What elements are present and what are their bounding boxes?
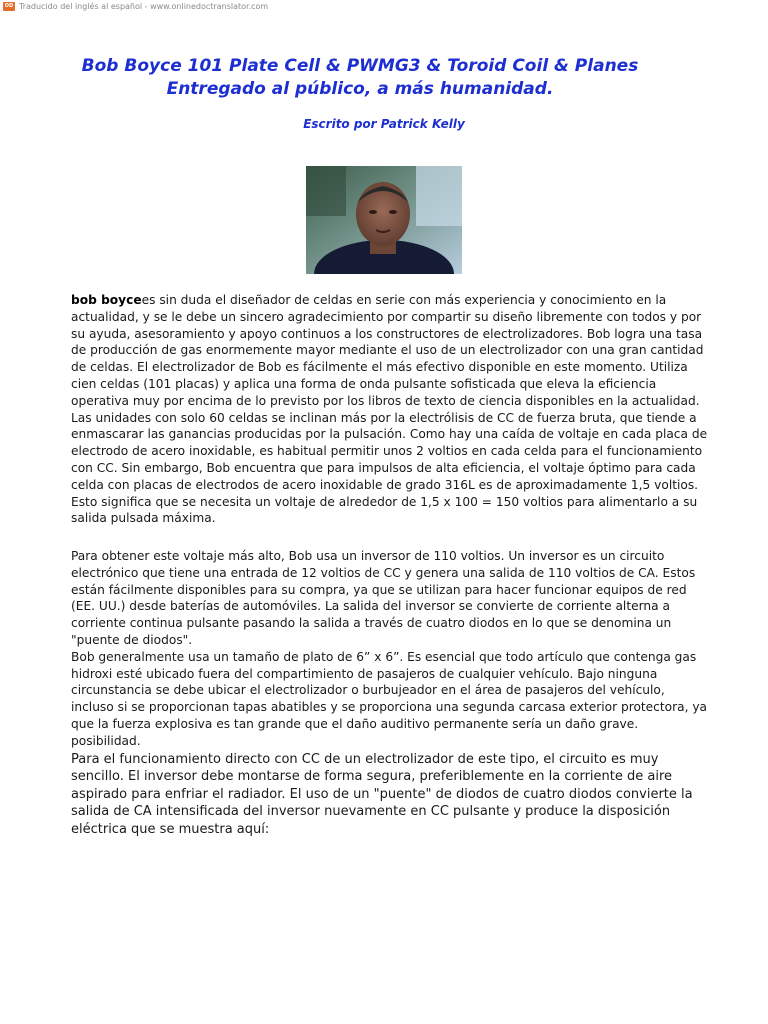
paragraph-2 bbox=[71, 548, 711, 750]
title-line-2: Entregado al público, a más humanidad. bbox=[166, 79, 554, 99]
title-line-1: Bob Boyce 101 Plate Cell & PWMG3 & Toroid Coil & Planes bbox=[81, 56, 639, 76]
author-photo bbox=[306, 166, 462, 274]
translator-logo-icon: OD bbox=[4, 2, 14, 9]
paragraph-3 bbox=[71, 751, 711, 838]
paragraph-3-text: Para el funcionamiento directo con CC de un electrolizador de este tipo, el circuito es muy sencillo. El inversor debe montarse de forma segura, preferiblemente en la corriente de aire aspirado para enfriar el radiador. El uso de un "puente" de diodos de cuatro diodos convierte la salida de CA intensificada del inversor nuevamente en CC pulsante y produce la disposición eléctrica que se muestra aquí: bbox=[71, 752, 693, 837]
portrait-icon bbox=[306, 166, 462, 274]
paragraph-1-text: es sin duda el diseñador de celdas en serie con más experiencia y conocimiento en la actualidad, y se le debe un sincero agradecimiento por compartir su diseño libremente con todos y por su ayuda, asesoramiento y apoyo continuos a los constructores de electrolizadores. Bob logra una tasa de producción de gas enormemente mayor mediante el uso de un electrolizador con una gran cantidad de celdas. El electrolizador de Bob es fácilmente el más efectivo disponible en este momento. Utiliza cien celdas (101 placas) y aplica una forma de onda pulsante sofisticada que eleva la eficiencia operativa muy por encima de lo previsto por los libros de texto de ciencia disponibles en la actualidad. Las unidades con solo 60 celdas se inclinan más por la electrólisis de CC de fuerza bruta, que tiende a enmascarar las ganancias producidas por la pulsación. Como hay una caída de voltaje en cada placa de electrodo de acero inoxidable, es habitual permitir unos 2 voltios en cada celda para el funcionamiento con CC. Sin embargo, Bob encuentra que para impulsos de alta eficiencia, el voltaje óptimo para cada celda con placas de electrodos de acero inoxidable de grado 316L es de aproximadamente 1,5 voltios. Esto significa que se necesita un voltaje de alrededor de 1,5 x 100 = 150 voltios para alimentarlo a su salida pulsada máxima. bbox=[71, 293, 708, 526]
watermark-text: Traducido del inglés al español - www.onlinedoctranslator.com bbox=[19, 1, 269, 11]
paragraph-2-text: Para obtener este voltaje más alto, Bob usa un inversor de 110 voltios. Un inversor es un circuito electrónico que tiene una entrada de 12 voltios de CC y genera una salida de 110 voltios de CA. Estos están fácilmente disponibles para su compra, ya que se utilizan para hacer funcionar equipos de red (EE. UU.) desde baterías de automóviles. La salida del inversor se convierte de corriente alterna a corriente continua pulsante pasando la salida a través de cuatro diodos en lo que se denomina un "puente de diodos". bbox=[71, 549, 696, 647]
paragraph-1 bbox=[71, 292, 711, 527]
translator-watermark bbox=[3, 0, 268, 12]
paragraph-2b-text: Bob generalmente usa un tamaño de plato de 6” x 6”. Es esencial que todo artículo que contenga gas hidroxi esté ubicado fuera del compartimiento de pasajeros de cualquier vehículo. Bajo ninguna circunstancia se debe ubicar el electrolizador o burbujeador en el área de pasajeros del vehículo, incluso si se proporcionan tapas abatibles y se proporciona una segunda carcasa exterior protectora, ya que la fuerza explosiva es tan grande que el daño auditivo permanente sería un daño grave. posibilidad. bbox=[71, 649, 708, 748]
author-byline bbox=[0, 117, 768, 131]
document-title bbox=[60, 55, 660, 101]
byline-text: Escrito por Patrick Kelly bbox=[303, 117, 465, 131]
lead-name: bob boyce bbox=[71, 293, 142, 307]
